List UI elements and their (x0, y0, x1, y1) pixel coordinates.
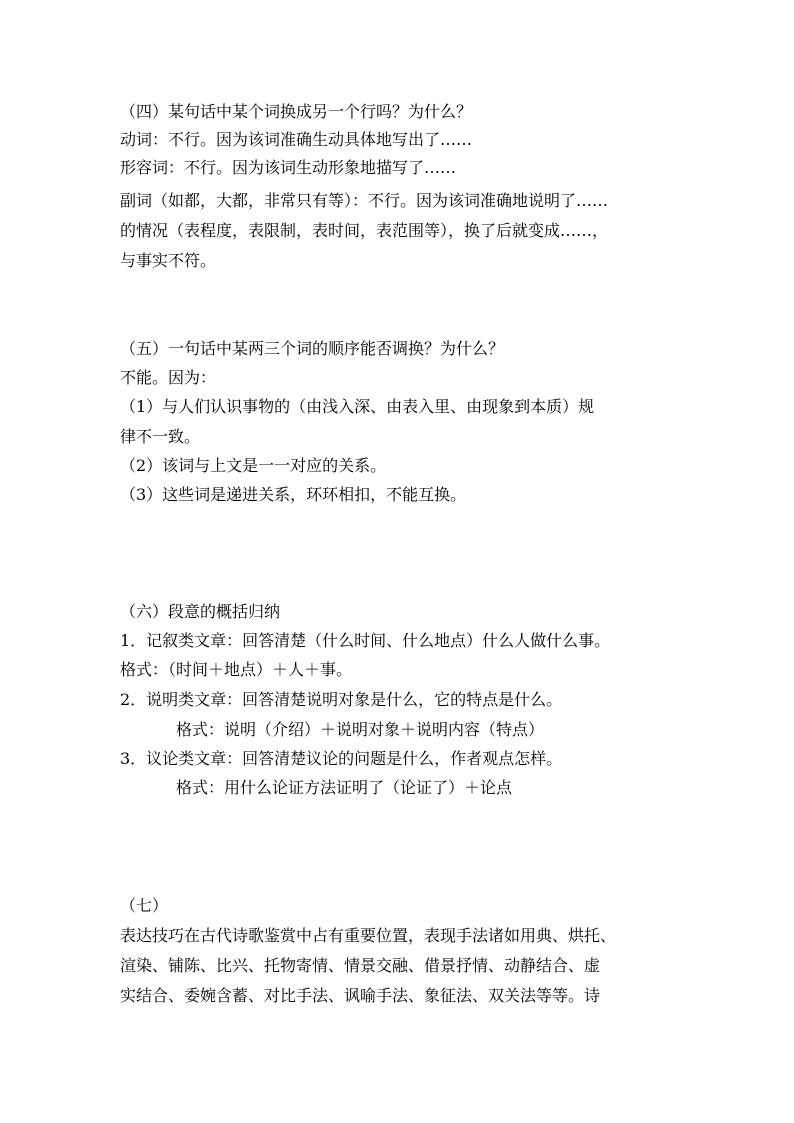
section7-line1: 表达技巧在古代诗歌鉴赏中占有重要位置，表现手法诸如用典、烘托、 (120, 926, 617, 945)
section5-answer: 不能。因为： (120, 368, 217, 387)
section6-item3-format: 格式：用什么论证方法证明了（论证了）＋论点 (176, 778, 513, 797)
section6-heading: （六）段意的概括归纳 (120, 602, 281, 621)
section4-verb: 动词：不行。因为该词准确生动具体地写出了…… (120, 130, 473, 149)
section6-item1-format: 格式：（时间＋地点）＋人＋事。 (120, 660, 353, 679)
section6-item2-format: 格式：说明（介绍）＋说明对象＋说明内容（特点） (176, 720, 545, 739)
section4-adverb-line3: 与事实不符。 (120, 251, 217, 270)
section4-adverb-line1: 副词（如都，大都，非常只有等）：不行。因为该词准确地说明了…… (120, 191, 609, 210)
section7-line2: 渲染、铺陈、比兴、托物寄情、情景交融、借景抒情、动静结合、虚 (120, 956, 601, 975)
section5-item1-line1: （1）与人们认识事物的（由浅入深、由表入里、由现象到本质）规 (120, 397, 595, 416)
section5-item1-line2: 律不一致。 (120, 427, 201, 446)
section4-heading: （四）某句话中某个词换成另一个行吗？为什么？ (120, 102, 473, 121)
section7-heading: （七） (120, 896, 169, 915)
section5-item2: （2）该词与上文是一一对应的关系。 (120, 456, 387, 475)
section6-item2: 2．说明类文章：回答清楚说明对象是什么，它的特点是什么。 (120, 690, 563, 709)
section4-adverb-line2: 的情况（表程度，表限制，表时间，表范围等），换了后就变成……， (120, 221, 609, 240)
section5-heading: （五）一句话中某两三个词的顺序能否调换？为什么？ (120, 339, 505, 358)
section6-item1: 1．记叙类文章：回答清楚（什么时间、什么地点）什么人做什么事。 (120, 631, 611, 650)
section6-item3: 3．议论类文章：回答清楚议论的问题是什么，作者观点怎样。 (120, 749, 563, 768)
section5-item3: （3）这些词是递进关系，环环相扣，不能互换。 (120, 485, 467, 504)
section4-adjective: 形容词：不行。因为该词生动形象地描写了…… (120, 158, 457, 177)
section7-line3: 实结合、委婉含蓄、对比手法、讽喻手法、象征法、双关法等等。诗 (120, 986, 601, 1005)
